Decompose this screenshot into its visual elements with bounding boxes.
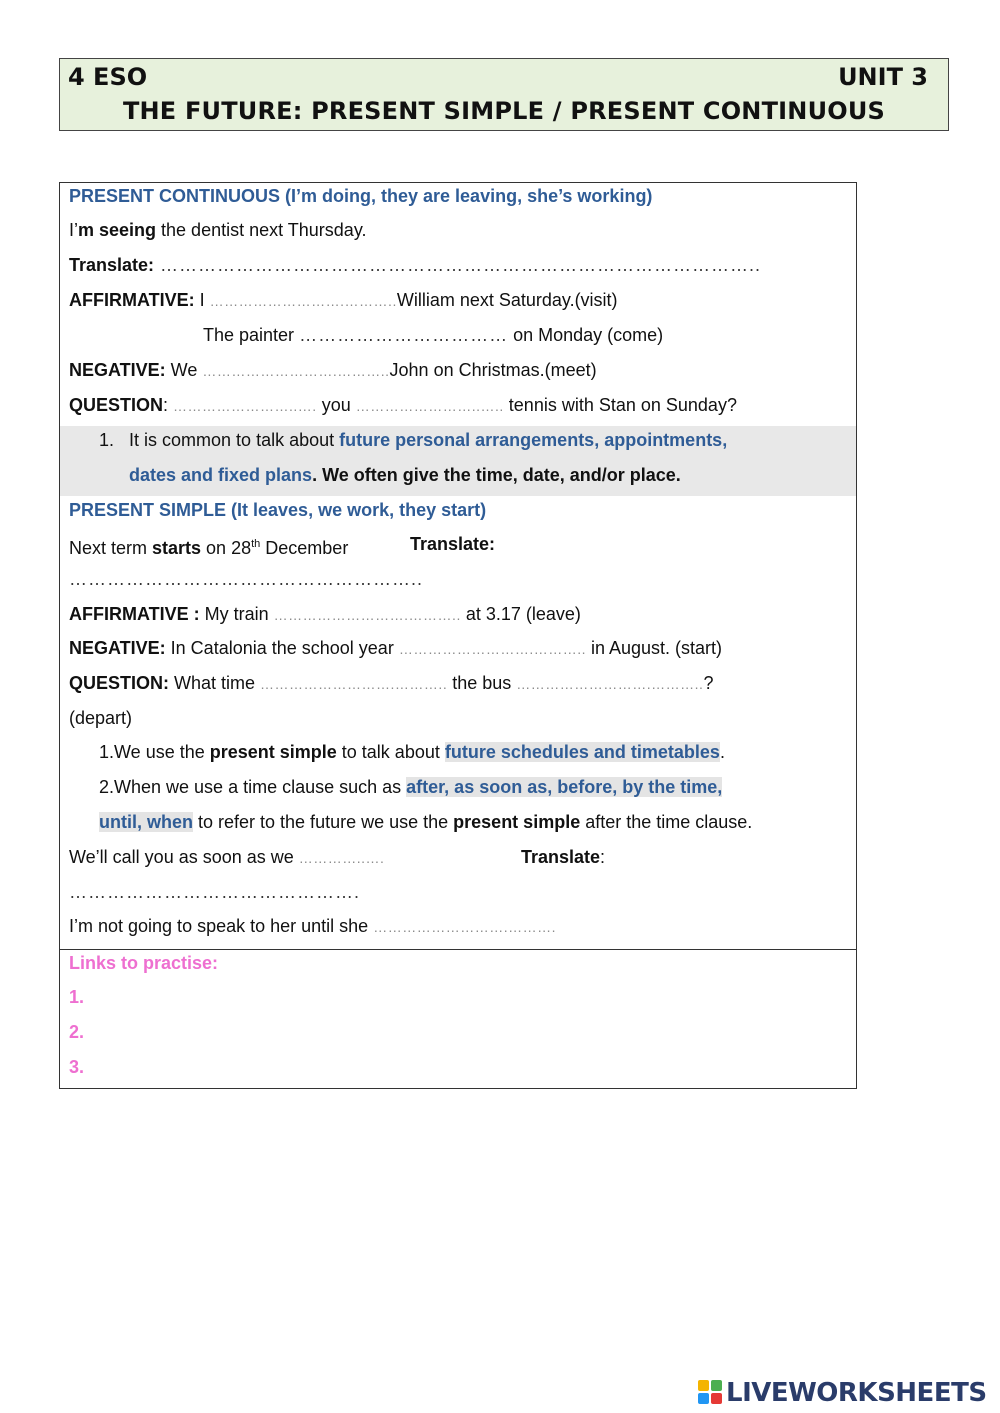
call-translate-label: Translate: bbox=[521, 847, 606, 867]
speak-line: I’m not going to speak to her until she ……………………….………. bbox=[69, 916, 556, 936]
link-item-2[interactable]: 2. bbox=[69, 1022, 85, 1042]
question-line: QUESTION: ……………………..…. you ……………………..….. tennis with Stan on Sunday? bbox=[69, 395, 737, 415]
negative-line: NEGATIVE: In Catalonia the school year ……………………….……….. in August. (start) bbox=[69, 638, 723, 658]
translate-line: Translate: ………………………………………………………………………………….. bbox=[69, 255, 762, 275]
painter-blank[interactable]: …………………………… bbox=[299, 325, 509, 345]
affirmative-line: AFFIRMATIVE: I ……………………….………..William next Saturday.(visit) bbox=[69, 290, 618, 310]
worksheet-header bbox=[59, 58, 949, 131]
liveworksheets-logo bbox=[698, 1378, 987, 1408]
affirmative-line: AFFIRMATIVE : My train ……………………….……….. at 3.17 (leave) bbox=[69, 604, 581, 624]
question-blank-2[interactable]: ……………………….……….. bbox=[516, 676, 704, 692]
grammar-table bbox=[59, 182, 857, 1089]
rule-line-2: dates and fixed plans. We often give the time, date, and/or place. bbox=[129, 465, 681, 485]
section-heading: PRESENT CONTINUOUS (I’m doing, they are leaving, she’s working) bbox=[69, 186, 653, 206]
question-line: QUESTION: What time ……………………….……….. the bus ……………………….………..? bbox=[69, 673, 714, 693]
affirmative-blank[interactable]: ……………………….……….. bbox=[209, 293, 397, 309]
translate-label: Translate: bbox=[410, 534, 496, 554]
negative-line: NEGATIVE: We ……………………….………..John on Christmas.(meet) bbox=[69, 360, 597, 380]
level-label: 4 ESO bbox=[68, 63, 148, 91]
link-item-1[interactable]: 1. bbox=[69, 987, 85, 1007]
rule-line-1: 1. It is common to talk about future personal arrangements, appointments, bbox=[99, 430, 728, 450]
call-translate-blank[interactable]: ………………………………………. bbox=[69, 882, 361, 902]
section-heading: PRESENT SIMPLE (It leaves, we work, they start) bbox=[69, 500, 487, 520]
painter-line: The painter …………………………… on Monday (come) bbox=[203, 325, 664, 345]
example-sentence: Next term starts on 28th December bbox=[69, 538, 349, 558]
present-simple-section bbox=[60, 496, 856, 950]
link-item-3[interactable]: 3. bbox=[69, 1057, 85, 1077]
logo-text: LIVEWORKSHEETS bbox=[726, 1378, 987, 1408]
question-blank-2[interactable]: ……………………..….. bbox=[355, 398, 504, 414]
links-heading: Links to practise: bbox=[69, 953, 219, 973]
present-continuous-section bbox=[60, 183, 856, 496]
affirmative-blank[interactable]: ……………………….……….. bbox=[273, 607, 461, 623]
question-blank-1[interactable]: ……………………….……….. bbox=[260, 676, 448, 692]
negative-blank[interactable]: ……………………….……….. bbox=[202, 363, 390, 379]
worksheet-title: THE FUTURE: PRESENT SIMPLE / PRESENT CONTINUOUS bbox=[122, 97, 886, 125]
rule-line-2: 2.When we use a time clause such as after, as soon as, before, by the time, bbox=[99, 777, 723, 797]
links-section bbox=[60, 950, 856, 1088]
speak-blank[interactable]: ……………………….………. bbox=[373, 919, 556, 935]
negative-blank[interactable]: ……………………….……….. bbox=[398, 641, 586, 657]
question-verb: (depart) bbox=[69, 708, 133, 728]
logo-grid-icon bbox=[698, 1380, 724, 1406]
call-blank[interactable]: …………..…. bbox=[298, 850, 385, 866]
example-sentence: I’m seeing the dentist next Thursday. bbox=[69, 220, 367, 240]
unit-label: UNIT 3 bbox=[838, 63, 928, 91]
translate-blank[interactable]: ……………………………………………….. bbox=[69, 569, 424, 589]
translate-blank[interactable]: ………………………………………………………………………………….. bbox=[154, 255, 762, 275]
question-blank-1[interactable]: ……………………..…. bbox=[173, 398, 317, 414]
rule-line-3: until, when to refer to the future we use the present simple after the time clause. bbox=[99, 812, 753, 832]
call-line: We’ll call you as soon as we …………..…. bbox=[69, 847, 385, 867]
rule-line-1: 1.We use the present simple to talk about future schedules and timetables. bbox=[99, 742, 725, 762]
